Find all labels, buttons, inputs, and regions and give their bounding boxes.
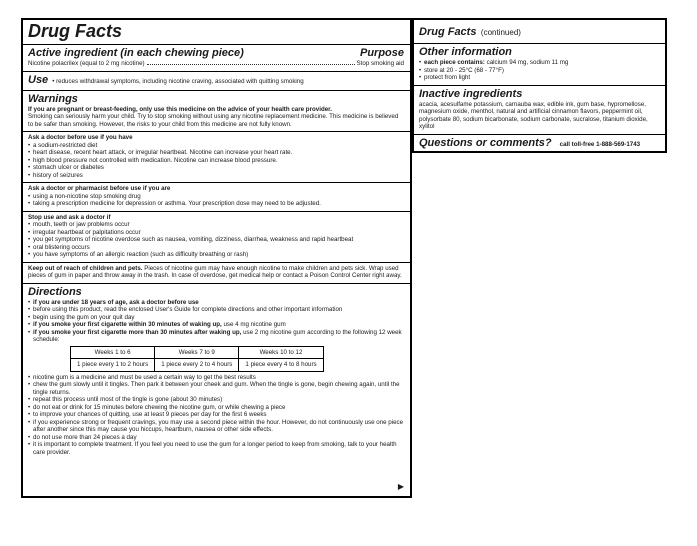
questions-section bbox=[414, 135, 665, 153]
schedule-header: Weeks 7 to 9 bbox=[155, 346, 239, 359]
list-item: • repeat this process until most of the tingle is gone (about 30 minutes) bbox=[28, 396, 404, 404]
leader-dots bbox=[147, 64, 355, 65]
ask-doctor-list bbox=[28, 142, 404, 180]
warnings-heading: Warnings bbox=[28, 92, 78, 105]
list-item: • oral blistering occurs bbox=[28, 244, 404, 252]
list-item: • nicotine gum is a medicine and must be used a certain way to get the best results bbox=[28, 374, 404, 382]
schedule-cell: 1 piece every 4 to 8 hours bbox=[239, 359, 323, 372]
table-row bbox=[71, 346, 324, 359]
keep-out-paragraph bbox=[28, 265, 404, 280]
continued-title: Drug Facts bbox=[419, 26, 477, 38]
directions-heading: Directions bbox=[28, 285, 82, 298]
stop-use-list bbox=[28, 221, 404, 259]
directions-list-top bbox=[28, 299, 404, 344]
drug-facts-title: Drug Facts bbox=[28, 21, 123, 41]
list-item: • irregular heartbeat or palpitations occur bbox=[28, 229, 404, 237]
schedule-cell: 1 piece every 1 to 2 hours bbox=[71, 359, 155, 372]
item-text: before using this product, read the enclosed User's Guide for complete directions and other important information bbox=[33, 306, 343, 313]
list-item: • stomach ulcer or diabetes bbox=[28, 164, 404, 172]
list-item: • a sodium-restricted diet bbox=[28, 142, 404, 150]
item-text: store at 20 - 25°C (68 - 77°F) bbox=[424, 66, 504, 74]
list-item bbox=[419, 67, 659, 75]
list-item: • do not use more than 24 pieces a day bbox=[28, 434, 404, 442]
item-text: use 2 mg nicotine gum according to the following 12 week schedule: bbox=[33, 328, 402, 343]
item-text: protect from light bbox=[424, 74, 471, 81]
list-item: • you have symptoms of an allergic reaction (such as difficulty breathing or rash) bbox=[28, 251, 404, 259]
use-section bbox=[23, 72, 410, 91]
active-ingredient-heading: Active ingredient (in each chewing piece) bbox=[28, 47, 244, 59]
ask-doctor-heading: Ask a doctor before use if you have bbox=[28, 134, 133, 141]
continue-arrow-icon: ▶ bbox=[397, 482, 404, 491]
list-item: • you get symptoms of nicotine overdose such as nausea, vomiting, dizziness, diarrhea, weakness and rapid heartbeat bbox=[28, 236, 404, 244]
list-item: • history of seizures bbox=[28, 172, 404, 180]
drug-facts-panel bbox=[21, 18, 412, 498]
dosing-schedule-table bbox=[70, 346, 324, 372]
purpose-heading: Purpose bbox=[359, 47, 404, 59]
list-item: • using a non-nicotine stop smoking drug bbox=[28, 193, 404, 201]
item-text: calcium 94 mg, sodium 11 mg bbox=[484, 59, 569, 66]
list-item: • mouth, teeth or jaw problems occur bbox=[28, 221, 404, 229]
drug-facts-continued-panel bbox=[412, 18, 667, 153]
continued-label: (continued) bbox=[480, 28, 521, 37]
directions-section bbox=[23, 284, 410, 460]
list-item bbox=[28, 329, 404, 344]
divider bbox=[23, 262, 410, 263]
divider bbox=[23, 182, 410, 183]
purpose-value: Stop smoking aid bbox=[356, 60, 404, 67]
list-item: • taking a prescription medicine for depression or asthma. Your prescription dose may need to be adjusted. bbox=[28, 200, 404, 208]
continued-title-section bbox=[414, 20, 665, 44]
list-item bbox=[28, 321, 404, 329]
use-text: • reduces withdrawal symptoms, including nicotine craving, associated with quitting smoking bbox=[52, 77, 304, 85]
inactive-ingredients-text: acacia, acesulfame potassium, carnauba wax, edible ink, gum base, hypromellose, magnesium oxide, menthol, natural and artificial cinnamon flavors, peppermint oil, polysorbate 80, sodium bicarbonate, sodium carbonate, sucralose, titanium dioxide, xylitol bbox=[419, 100, 648, 130]
active-ingredient-section bbox=[23, 45, 410, 72]
other-information-heading: Other information bbox=[419, 46, 512, 58]
ask-pharmacist-list bbox=[28, 193, 404, 208]
list-item: • if you experience strong or frequent cravings, you may use a second piece within the hour. However, do not continuously use one piece after another since this may cause you hiccups, heartburn, nausea or other side effects. bbox=[28, 419, 404, 434]
active-ingredient-name: Nicotine polacrilex (equal to 2 mg nicotine) bbox=[28, 60, 145, 67]
item-bold: if you smoke your first cigarette more than 30 minutes after waking up, bbox=[33, 328, 242, 336]
pregnant-warning-bold: If you are pregnant or breast-feeding, only use this medicine on the advice of your health care provider. bbox=[28, 105, 332, 113]
list-item bbox=[419, 74, 659, 82]
keep-out-text: Pieces of nicotine gum may have enough nicotine to make children and pets sick. Wrap used pieces of gum in paper and throw away in the trash. In case of overdose, get medical help or contact a Poison Control Center right away. bbox=[28, 264, 402, 279]
list-item: • chew the gum slowly until it tingles. Then park it between your cheek and gum. When the tingle is gone, begin chewing again, until the tingle returns. bbox=[28, 381, 404, 396]
list-item bbox=[419, 59, 659, 67]
item-bold: if you smoke your first cigarette within 30 minutes of waking up, bbox=[33, 321, 222, 328]
schedule-header: Weeks 1 to 6 bbox=[71, 346, 155, 359]
questions-heading: Questions or comments? bbox=[419, 136, 552, 149]
other-information-section bbox=[414, 44, 665, 86]
use-heading: Use bbox=[28, 73, 49, 86]
divider bbox=[23, 211, 410, 212]
list-item: • do not eat or drink for 15 minutes before chewing the nicotine gum, or while chewing a piece bbox=[28, 404, 404, 412]
questions-phone: call toll-free 1-888-569-1743 bbox=[559, 140, 641, 148]
item-text: begin using the gum on your quit day bbox=[33, 313, 135, 321]
list-item: • it is important to complete treatment. If you feel you need to use the gum for a longer period to keep from smoking, talk to your health care provider. bbox=[28, 441, 404, 456]
list-item bbox=[28, 306, 404, 314]
directions-list-bottom bbox=[28, 374, 404, 457]
list-item bbox=[28, 314, 404, 322]
item-bold: each piece contains: bbox=[424, 59, 485, 66]
divider bbox=[23, 131, 410, 132]
pregnant-warning-text: Smoking can seriously harm your child. Try to stop smoking without using any nicotine replacement medicine. This medicine is believed to be safer than smoking. However, the risks to your child from this medicine are not fully known. bbox=[28, 113, 399, 128]
inactive-ingredients-heading: Inactive ingredients bbox=[419, 87, 523, 100]
schedule-header: Weeks 10 to 12 bbox=[239, 346, 323, 359]
schedule-cell: 1 piece every 2 to 4 hours bbox=[155, 359, 239, 372]
list-item: • high blood pressure not controlled with medication. Nicotine can increase blood pressure. bbox=[28, 157, 404, 165]
keep-out-bold: Keep out of reach of children and pets. bbox=[28, 264, 143, 272]
inactive-ingredients-section bbox=[414, 86, 665, 135]
list-item bbox=[28, 299, 404, 307]
list-item: • to improve your chances of quitting, use at least 9 pieces per day for the first 6 weeks bbox=[28, 411, 404, 419]
ask-pharmacist-heading: Ask a doctor or pharmacist before use if you are bbox=[28, 185, 171, 192]
table-row bbox=[71, 359, 324, 372]
item-text: use 4 mg nicotine gum bbox=[221, 321, 286, 328]
other-information-list bbox=[419, 59, 659, 82]
warnings-section bbox=[23, 91, 410, 284]
list-item: • heart disease, recent heart attack, or irregular heartbeat. Nicotine can increase your heart rate. bbox=[28, 149, 404, 157]
title-section bbox=[23, 20, 410, 45]
item-bold: if you are under 18 years of age, ask a doctor before use bbox=[33, 298, 199, 306]
stop-use-heading: Stop use and ask a doctor if bbox=[28, 213, 111, 221]
